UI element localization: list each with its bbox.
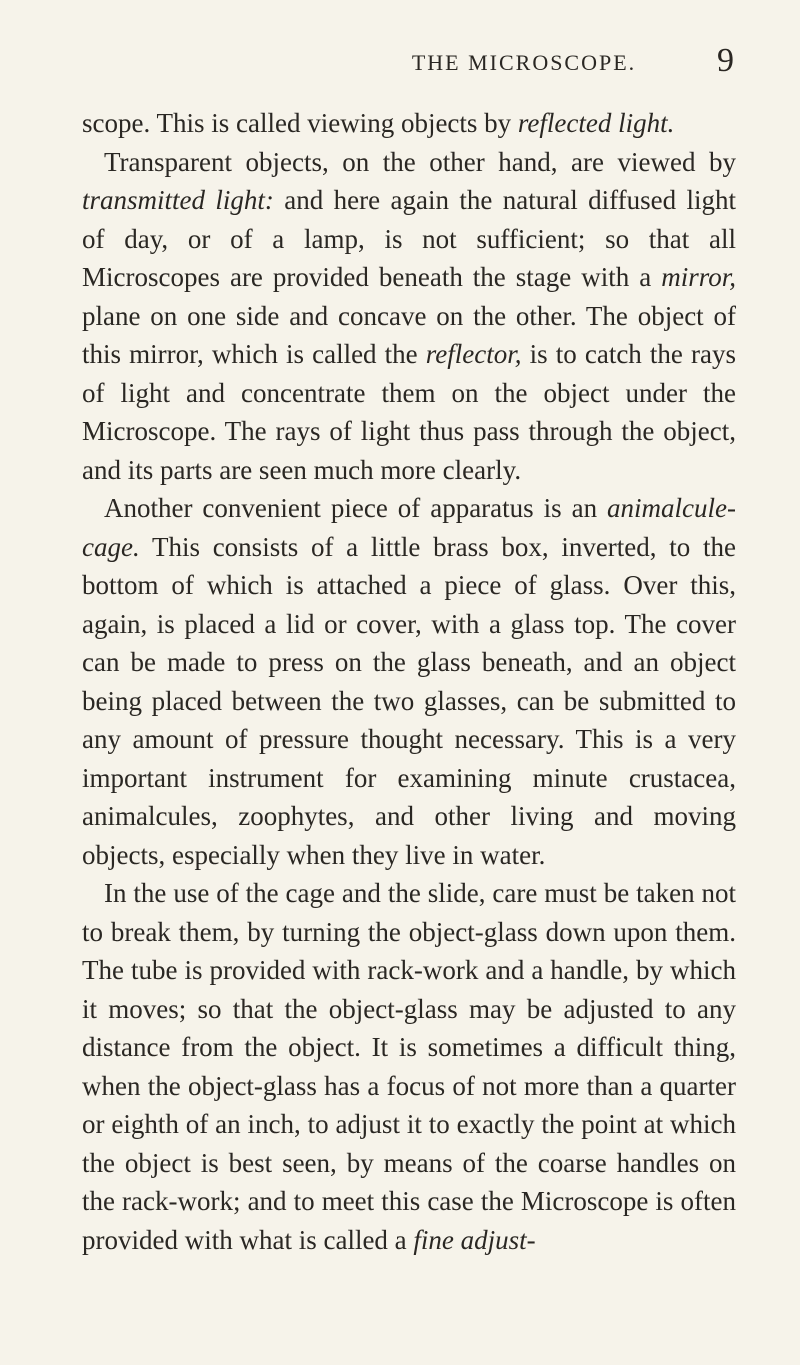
text-run: This consists of a little brass box, inverted, to the bottom of which is attached a piece of glass. Over this, again, is placed a lid or cover, with a glass top. The cover can be made to press on the glass beneath, and an object being placed between the two glasses, can be submitted to any amount of pressure thought necessary. This is a very important instrument for examining minute crustacea, animalcules, zoophytes, and other living and moving objects, especially when they live in water. bbox=[82, 531, 736, 870]
italic-term: transmitted light: bbox=[82, 185, 274, 215]
text-run: and here again the natural diffused light of day, or of a lamp, is not sufficient; so that all Microscopes are provided beneath the stage with a bbox=[82, 185, 737, 292]
page-number: 9 bbox=[717, 42, 734, 79]
italic-term: reflector, bbox=[425, 339, 522, 369]
text-run: Transparent objects, on the other hand, are viewed by bbox=[104, 146, 736, 177]
text-run: In the use of the cage and the slide, care must be taken not to break them, by turning the object-glass down upon them. The tube is provided with rack-work and a handle, by which it moves; so that the object-glass may be adjusted to any distance from the object. It is sometimes a difficult thing, when the object-glass has a focus of not more than a quarter or eighth of an inch, to adjust it to exactly the point at which the object is best seen, by means of the coarse handles on the rack-work; and to meet this case the Microscope is often provided with what is called a bbox=[82, 878, 736, 1255]
text-run: is to catch the rays of light and concentrate them on the object under the Microscope. The rays of light thus pass through the object, and its parts are seen much more clearly. bbox=[82, 339, 736, 485]
text-run: plane on one side and concave on the other. The object of this mirror, which is called the bbox=[82, 300, 736, 369]
paragraph-1 bbox=[82, 104, 736, 143]
text-run: scope. This is called viewing objects by bbox=[82, 108, 518, 138]
italic-term: fine adjust- bbox=[413, 1224, 536, 1255]
italic-term: mirror, bbox=[661, 262, 736, 292]
paragraph-3 bbox=[82, 489, 736, 874]
paragraph-2 bbox=[82, 143, 736, 490]
italic-term: reflected light. bbox=[517, 108, 675, 138]
paragraph-4 bbox=[82, 874, 736, 1259]
page-header bbox=[248, 42, 800, 82]
text-run: Another convenient piece of apparatus is an bbox=[104, 493, 608, 523]
italic-term: animalcule-cage. bbox=[82, 493, 736, 562]
body-text bbox=[82, 104, 736, 1259]
running-head: THE MICROSCOPE. bbox=[411, 50, 637, 75]
